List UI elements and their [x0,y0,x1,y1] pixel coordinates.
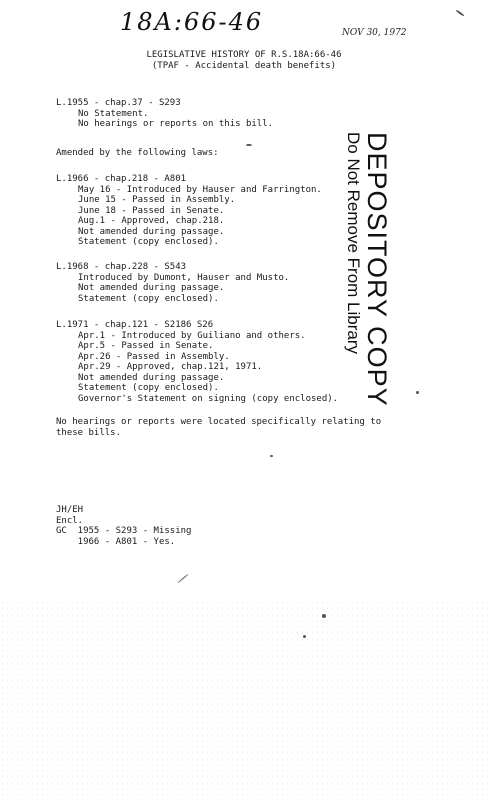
law-1968-line: Not amended during passage. [78,283,225,293]
law-1955-section [56,98,273,130]
law-1966-line: Not amended during passage. [78,226,225,237]
law-1971-section [56,320,338,404]
scan-mark [322,614,326,618]
law-1971-line: Apr.1 - Introduced by Guiliano and others. [78,330,306,341]
law-1971-line: Apr.26 - Passed in Assembly. [78,351,230,362]
law-1968-line: Introduced by Dumont, Hauser and Musto. [78,272,290,283]
law-1966-line: June 15 - Passed in Assembly. [78,195,236,205]
law-1966-line: May 16 - Introduced by Hauser and Farrington. [78,184,322,195]
scan-mark [303,635,306,638]
law-1968-line: Statement (copy enclosed). [78,293,219,304]
handwritten-date: NOV 30, 1972 [342,28,407,38]
law-1971-line: Governor's Statement on signing (copy enclosed). [78,393,339,404]
closing-line: No hearings or reports were located specifically relating to [56,417,382,427]
amended-intro: Amended by the following laws: [56,148,219,158]
depository-copy-stamp [344,132,392,407]
law-1968-heading: L.1968 - chap.228 - S543 [56,262,187,272]
scan-noise [0,600,488,800]
law-1971-line: Statement (copy enclosed). [78,383,219,393]
law-1955-line: No hearings or reports on this bill. [78,119,274,129]
law-1966-heading: L.1966 - chap.218 - A801 [56,174,187,184]
scan-mark [416,391,419,394]
law-1968-section [56,262,289,304]
law-1971-heading: L.1971 - chap.121 - S2186 S26 [56,320,214,330]
scan-mark [270,455,273,457]
scan-mark [455,9,464,16]
law-1971-line: Not amended during passage. [78,372,225,383]
stamp-title: DEPOSITORY COPY [362,132,392,407]
handwritten-statute-number: 18A:66-46 [120,8,264,36]
law-1955-line: No Statement. [78,108,149,119]
scan-mark [246,144,252,146]
law-1966-line: Statement (copy enclosed). [78,237,219,247]
closing-line: these bills. [56,427,122,438]
enclosure-note: Encl. [56,515,84,526]
law-1955-heading: L.1955 - chap.37 - S293 [56,98,181,108]
document-subtitle: (TPAF - Accidental death benefits) [151,61,337,71]
document-title: LEGISLATIVE HISTORY OF R.S.18A:66-46 [146,50,342,60]
law-1966-line: Aug.1 - Approved, chap.218. [78,216,225,226]
footer-section [56,505,191,547]
closing-note [56,417,381,438]
cc-line: 1966 - A801 - Yes. [56,536,176,547]
author-initials: JH/EH [56,505,84,515]
law-1966-section [56,174,322,248]
stamp-subtitle: Do Not Remove From Library [344,132,363,355]
scan-mark [177,574,188,584]
cc-line: GC 1955 - S293 - Missing [56,526,192,536]
law-1966-line: June 18 - Passed in Senate. [78,205,225,216]
law-1971-line: Apr.5 - Passed in Senate. [78,341,214,351]
law-1971-line: Apr.29 - Approved, chap.121, 1971. [78,362,263,372]
